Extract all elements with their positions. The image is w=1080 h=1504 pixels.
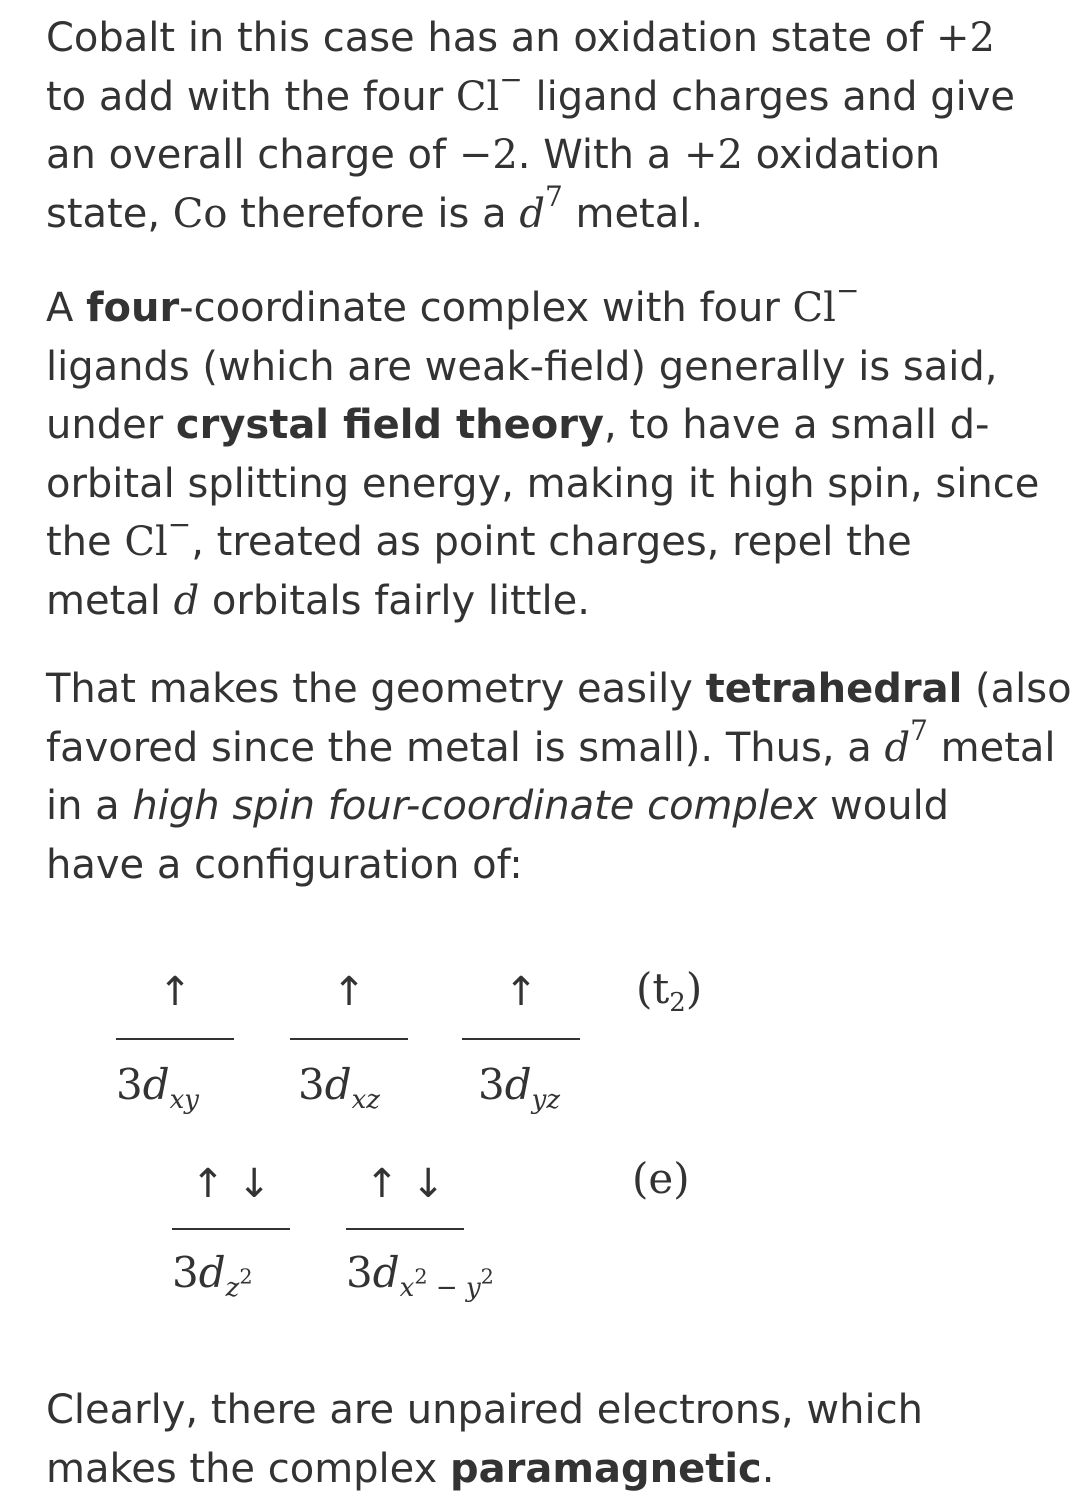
t2-set-label: (t2)	[636, 964, 703, 1018]
orbital-level-line	[172, 1228, 290, 1230]
electron-arrows: ↑	[504, 969, 538, 1015]
orbital-label: $3d_{yz}$	[478, 1060, 561, 1116]
paragraph-oxidation-state: Cobalt in this case has an oxidation state of +2 to add with the four Cl− ligand charges and give an overall charge of −2. With a +2 oxidation state, Co therefore is a $d^7$ metal.	[46, 15, 1015, 237]
electron-arrows: ↑ ↓	[365, 1161, 445, 1207]
orbital-level-line	[116, 1038, 234, 1040]
electron-arrows: ↑ ↓	[191, 1161, 271, 1207]
paragraph-crystal-field: A four-coordinate complex with four Cl− ligands (which are weak-field) generally is said, under crystal field theory, to have a small d- orbital splitting energy, making it high spin, since the Cl−, treated as point charges, repel the metal d orbitals fairly little.	[46, 274, 1040, 624]
orbital-level-line	[346, 1228, 464, 1230]
orbital-level-line	[290, 1038, 408, 1040]
orbital-label: $3d_{x^2 - y^2}$	[346, 1248, 494, 1304]
electron-arrows: ↑	[332, 969, 366, 1015]
orbital-label: $3d_{z^2}$	[172, 1248, 253, 1304]
e-set-label: (e)	[632, 1154, 690, 1203]
paragraph-geometry: That makes the geometry easily tetrahedral (also favored since the metal is small). Thus, a $d^7$ metal in a high spin four-coordinate complex would have a configuration of:	[46, 666, 1072, 888]
orbital-splitting-diagram	[0, 940, 1080, 1340]
paragraph-conclusion: Clearly, there are unpaired electrons, which makes the complex paramagnetic.	[46, 1387, 923, 1492]
orbital-label: $3d_{xy}$	[116, 1060, 200, 1116]
electron-arrows: ↑	[158, 969, 192, 1015]
orbital-label: $3d_{xz}$	[298, 1060, 381, 1116]
orbital-level-line	[462, 1038, 580, 1040]
